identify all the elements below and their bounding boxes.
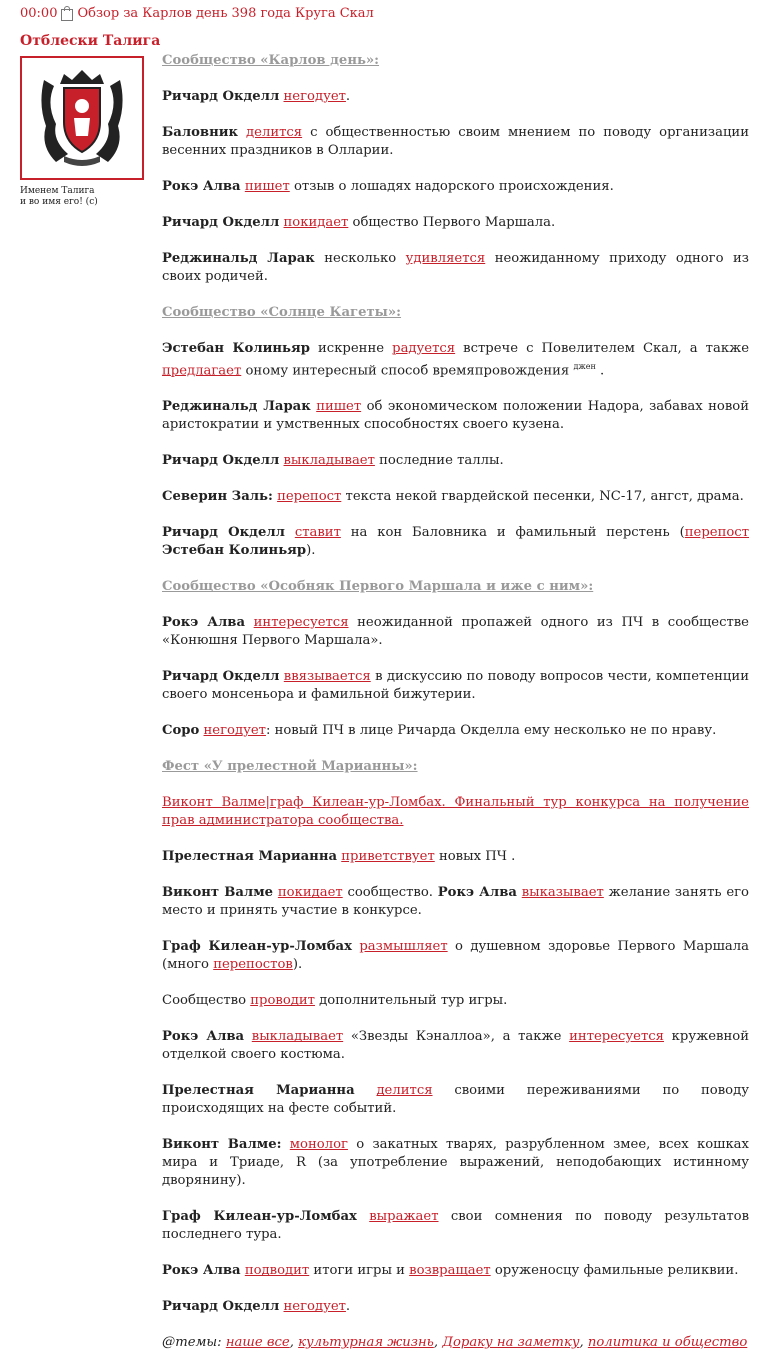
- post-link[interactable]: подводит: [244, 1263, 310, 1279]
- paragraph-text: свои сомнения по поводу результатов последнего тура.: [162, 1209, 749, 1243]
- paragraph-text: сообщество.: [342, 885, 438, 901]
- author-name: Ричард Окделл: [162, 215, 280, 230]
- post-link[interactable]: интересуется: [569, 1029, 664, 1045]
- post-link[interactable]: выкладывает: [283, 453, 375, 469]
- post-link[interactable]: ввязывается: [283, 669, 371, 685]
- author-name: Реджинальд Ларак: [162, 251, 315, 266]
- author-name: Прелестная Марианна: [162, 849, 338, 865]
- coat-of-arms-icon: [34, 66, 130, 170]
- post-link[interactable]: выкладывает: [251, 1029, 344, 1045]
- paragraph-text: итоги игры и: [309, 1263, 410, 1279]
- post-link[interactable]: пишет: [244, 179, 290, 194]
- post-paragraph: [162, 1262, 749, 1280]
- post-paragraph: [162, 214, 749, 232]
- paragraph-text: отзыв о лошадях надорского происхождения.: [289, 179, 614, 194]
- paragraph-text: .: [345, 1299, 351, 1315]
- post-title-link[interactable]: Обзор за Карлов день 398 года Круга Скал: [77, 6, 374, 21]
- post-link[interactable]: перепост: [684, 525, 749, 541]
- rating-tag: джен: [573, 362, 596, 371]
- author-name: Эстебан Колиньяр: [162, 543, 307, 559]
- avatar-caption-line: и во имя его! (с): [20, 197, 98, 207]
- paragraph-text: искренне: [309, 341, 393, 356]
- tag-link[interactable]: культурная жизнь: [298, 1335, 434, 1351]
- post-paragraph: [162, 340, 749, 380]
- paragraph-text: оруженосцу фамильные реликвии.: [490, 1263, 739, 1279]
- post-paragraph: [162, 614, 749, 650]
- post-paragraph: [162, 250, 749, 286]
- paragraph-text: о душевном здоровье Первого Маршала (много: [162, 939, 749, 973]
- post-link[interactable]: перепост: [277, 489, 342, 505]
- post-body: [162, 52, 749, 1370]
- tag-link[interactable]: наше все: [225, 1335, 290, 1351]
- tag-link[interactable]: политика и общество: [587, 1335, 748, 1351]
- author-name: Ричард Окделл: [162, 669, 280, 685]
- paragraph-text: «Звезды Кэналлоа», а также: [343, 1029, 570, 1045]
- avatar-caption-line: Именем Талига: [20, 186, 95, 196]
- avatar[interactable]: [20, 56, 144, 180]
- post-tags: [162, 1334, 749, 1352]
- post-link[interactable]: пишет: [316, 399, 362, 415]
- post-link[interactable]: ставит: [294, 525, 341, 541]
- post-link[interactable]: покидает: [283, 215, 349, 230]
- post-paragraph: [162, 524, 749, 560]
- author-name: Прелестная Марианна: [162, 1083, 355, 1099]
- post-link[interactable]: выражает: [369, 1209, 439, 1225]
- tag-link[interactable]: Дораку на заметку: [442, 1335, 580, 1351]
- author-name: Рокэ Алва: [437, 885, 517, 901]
- paragraph-text: неожиданному приходу одного из своих родичей.: [162, 251, 749, 284]
- paragraph-text: желание занять его место и принять участие в конкурсе.: [162, 885, 749, 919]
- paragraph-text: новых ПЧ .: [434, 849, 516, 865]
- post-paragraph: [162, 1082, 749, 1118]
- section-heading: Сообщество «Солнце Кагеты»:: [162, 305, 402, 320]
- paragraph-text: неожиданной пропажей одного из ПЧ в сообществе «Конюшня Первого Маршала».: [162, 615, 749, 649]
- post-link[interactable]: удивляется: [405, 251, 486, 266]
- author-name: Виконт Валме:: [162, 1137, 282, 1153]
- post-paragraph: [162, 178, 749, 196]
- paragraph-text: об экономическом положении Надора, забавах новой аристократии и умственных способностях своего кузена.: [162, 399, 749, 433]
- tag-separator: ,: [579, 1335, 588, 1351]
- post-link[interactable]: покидает: [277, 885, 343, 901]
- paragraph-text: .: [345, 89, 351, 104]
- paragraph-text: с общественностью своим мнением по поводу организации весенних праздников в Олларии.: [162, 125, 749, 158]
- post-paragraph: [162, 884, 749, 920]
- post-link[interactable]: негодует: [283, 1299, 346, 1315]
- paragraph-text: ).: [306, 543, 316, 559]
- author-name: Граф Килеан-ур-Ломбах: [162, 939, 352, 955]
- tag-separator: ,: [289, 1335, 299, 1351]
- post-link[interactable]: интересуется: [253, 615, 349, 631]
- post-link[interactable]: негодует: [203, 723, 266, 739]
- post-paragraph: [162, 722, 749, 740]
- post-link[interactable]: проводит: [250, 993, 315, 1009]
- post-link[interactable]: монолог: [289, 1137, 348, 1153]
- paragraph-text: встрече с Повелителем Скал, а также: [455, 341, 750, 356]
- post-paragraph: [162, 938, 749, 974]
- post-paragraph: [162, 992, 749, 1010]
- author-name: Рокэ Алва: [162, 1029, 245, 1045]
- author-name: Северин Заль:: [162, 489, 273, 505]
- author-name: Ричард Окделл: [162, 1299, 280, 1315]
- post-link[interactable]: выказывает: [521, 885, 604, 901]
- author-name: Реджинальд Ларак: [162, 399, 311, 415]
- paragraph-text: дополнительный тур игры.: [314, 993, 508, 1009]
- post-paragraph: [162, 668, 749, 704]
- post-paragraph: [162, 398, 749, 434]
- author-name: Баловник: [162, 125, 239, 140]
- author-name: Граф Килеан-ур-Ломбах: [162, 1209, 357, 1225]
- post-paragraph: [162, 1136, 749, 1190]
- paragraph-text: текста некой гвардейской песенки, NC-17, ангст, драма.: [341, 489, 744, 505]
- tags-label: @темы:: [162, 1335, 226, 1351]
- paragraph-text: кружевной отделкой своего костюма.: [162, 1029, 749, 1063]
- author-name: Рокэ Алва: [162, 179, 241, 194]
- paragraph-text: последние таллы.: [374, 453, 504, 469]
- post-link[interactable]: Виконт Валме|граф Килеан-ур-Ломбах. Финальный тур конкурса на получение прав администратора сообщества.: [162, 795, 749, 829]
- blog-title[interactable]: Отблески Талига: [20, 33, 161, 49]
- post-paragraph: [162, 88, 749, 106]
- post-link[interactable]: делится: [246, 125, 303, 140]
- post-paragraph: [162, 124, 749, 160]
- post-link[interactable]: предлагает: [162, 363, 242, 379]
- paragraph-text: несколько: [314, 251, 406, 266]
- sidebar: [20, 56, 148, 208]
- author-name: Соро: [162, 723, 200, 739]
- paragraph-text: общество Первого Маршала.: [348, 215, 556, 230]
- avatar-caption: [20, 186, 148, 208]
- post-paragraph: [162, 452, 749, 470]
- post-link[interactable]: радуется: [392, 341, 456, 356]
- author-name: Виконт Валме: [162, 885, 274, 901]
- post-link[interactable]: размышляет: [359, 939, 448, 955]
- tag-separator: ,: [433, 1335, 443, 1351]
- paragraph-text: оному интересный способ времяпровождения: [241, 363, 574, 379]
- paragraph-text: в дискуссию по поводу вопросов чести, компетенции своего монсеньора и фамильной бижутерии.: [162, 669, 749, 703]
- post-paragraph: [162, 1298, 749, 1316]
- lock-icon: [61, 9, 73, 21]
- author-name: Ричард Окделл: [162, 453, 280, 469]
- post-paragraph: [162, 848, 749, 866]
- post-link[interactable]: перепостов: [213, 957, 293, 973]
- section-heading: Сообщество «Карлов день»:: [162, 53, 380, 68]
- post-link[interactable]: приветствует: [341, 849, 435, 865]
- post-paragraph: [162, 1028, 749, 1064]
- author-name: Рокэ Алва: [162, 1263, 241, 1279]
- paragraph-text: Сообщество: [162, 993, 251, 1009]
- paragraph-text: : новый ПЧ в лице Ричарда Окделла ему несколько не по нраву.: [265, 723, 717, 739]
- author-name: Эстебан Колиньяр: [162, 341, 310, 356]
- post-paragraph: [162, 794, 749, 830]
- paragraph-text: .: [595, 363, 605, 379]
- section-heading: Фест «У прелестной Марианны»:: [162, 759, 418, 775]
- post-header: [20, 6, 374, 21]
- author-name: Ричард Окделл: [162, 89, 280, 104]
- author-name: Ричард Окделл: [162, 525, 285, 541]
- post-paragraph: [162, 1208, 749, 1244]
- paragraph-text: на кон Баловника и фамильный перстень (: [340, 525, 685, 541]
- post-link[interactable]: негодует: [283, 89, 346, 104]
- post-paragraph: [162, 488, 749, 506]
- paragraph-text: своими переживаниями по поводу происходящих на фесте событий.: [162, 1083, 749, 1117]
- post-link[interactable]: возвращает: [409, 1263, 491, 1279]
- author-name: Рокэ Алва: [162, 615, 246, 631]
- paragraph-text: ).: [292, 957, 303, 973]
- post-time: 00:00: [20, 6, 58, 21]
- post-link[interactable]: делится: [376, 1083, 433, 1099]
- paragraph-text: о закатных тварях, разрубленном змее, всех кошках мира и Триаде, R (за употребление выражений, неподобающих истинному дворянину).: [162, 1137, 749, 1189]
- section-heading: Сообщество «Особняк Первого Маршала и иже с ним»:: [162, 579, 594, 595]
